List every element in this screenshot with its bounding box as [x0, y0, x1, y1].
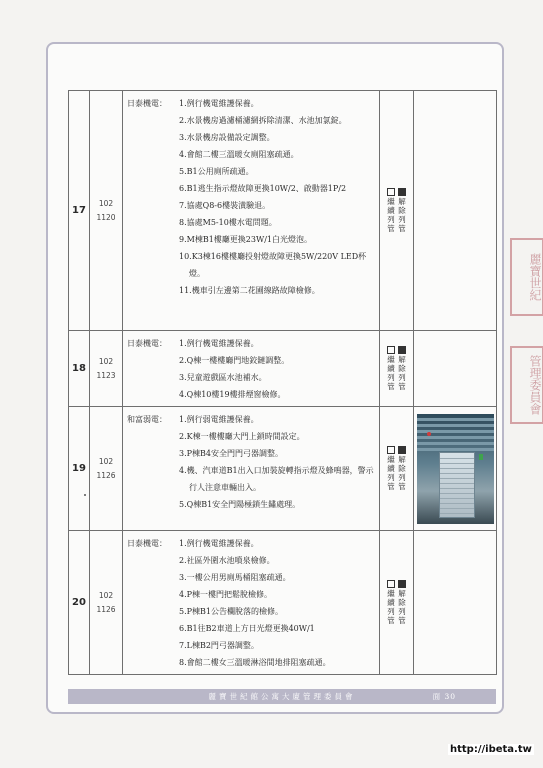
log-row [69, 91, 497, 331]
task-item: 4.Q棟10樓19樓排煙窗檢修。 [179, 390, 286, 399]
vendor-name: 日泰機電： [127, 339, 167, 348]
date-month-day: 1126 [96, 604, 116, 614]
release-tracking-option[interactable] [398, 580, 406, 625]
task-item: 9.M棟B1樓廳更換23W/1白光燈泡。 [179, 235, 312, 244]
vendor-group [127, 95, 377, 299]
row-number: 18 [69, 331, 90, 407]
date-month-day: 1126 [96, 470, 116, 480]
row-date [90, 531, 123, 675]
continue-tracking-label-char: 列 [387, 215, 395, 224]
photo-cell [414, 331, 497, 407]
watermark-url: http://ibeta.tw [450, 744, 532, 755]
task-list [179, 411, 377, 513]
task-list [179, 95, 377, 299]
release-tracking-label-char: 管 [398, 224, 406, 233]
release-tracking-label-char: 管 [398, 482, 406, 491]
continue-tracking-label-char: 列 [387, 473, 395, 482]
photo-cell [414, 407, 497, 531]
work-content [123, 531, 380, 675]
footer-title: 麗寶世紀館公寓大廈管理委員會 [208, 692, 356, 701]
continue-tracking-label-char: 續 [387, 598, 395, 607]
continue-tracking-label-char: 續 [387, 364, 395, 373]
release-tracking-label-char: 解 [398, 197, 406, 206]
release-tracking-label-char: 除 [398, 364, 406, 373]
continue-tracking-label-char: 繼 [387, 197, 395, 206]
log-row [69, 407, 497, 531]
task-item: 6.B1往B2車道上方日光燈更換40W/1 [179, 624, 315, 633]
release-tracking-label-char: 解 [398, 455, 406, 464]
continue-tracking-option[interactable] [387, 188, 395, 233]
row-number: 20 [69, 531, 90, 675]
task-item: 10.K3棟16樓樓廳投射燈故障更換5W/220V LED杯燈。 [179, 252, 367, 278]
task-item: 2.水景機房過濾桶濾網拆除清潔、水池加氯錠。 [179, 116, 347, 125]
date-month-day: 1120 [96, 212, 116, 222]
continue-tracking-checkbox[interactable] [387, 446, 395, 454]
release-tracking-label-char: 解 [398, 355, 406, 364]
release-tracking-label-char: 解 [398, 589, 406, 598]
release-tracking-label-char: 管 [398, 616, 406, 625]
vendor-name: 日泰機電： [127, 539, 167, 548]
continue-tracking-label-char: 繼 [387, 455, 395, 464]
task-item: 7.L棟B2門弓器調整。 [179, 641, 259, 650]
task-item: 1.例行機電維護保養。 [179, 339, 259, 348]
release-tracking-label-char: 列 [398, 215, 406, 224]
continue-tracking-option[interactable] [387, 446, 395, 491]
task-item: 5.P棟B1公告欄脫落的檢修。 [179, 607, 283, 616]
task-item: 3.P棟B4安全門門弓器調整。 [179, 449, 283, 458]
task-item: 7.協處Q8-6樓裝潢驗退。 [179, 201, 271, 210]
continue-tracking-label-char: 繼 [387, 355, 395, 364]
task-item: 4.P棟一樓門把鬆脫檢修。 [179, 590, 273, 599]
task-item: 5.Q棟B1安全門陽極鎖生鏽處理。 [179, 500, 301, 509]
release-tracking-option[interactable] [398, 188, 406, 233]
photo-cell [414, 531, 497, 675]
vendor-name: 日泰機電： [127, 99, 167, 108]
task-item: 3.一樓公用男廁馬桶阻塞疏通。 [179, 573, 291, 582]
vendor-group [127, 411, 377, 513]
row-date [90, 331, 123, 407]
continue-tracking-label-char: 繼 [387, 589, 395, 598]
release-tracking-option[interactable] [398, 346, 406, 391]
task-item: 2.Q棟一樓樓廳門地鉸鏈調整。 [179, 356, 290, 365]
date-year: 102 [98, 456, 114, 466]
task-item: 1.例行機電維護保養。 [179, 539, 259, 548]
release-tracking-label-char: 列 [398, 607, 406, 616]
task-list [179, 335, 377, 403]
status-cell [380, 91, 414, 331]
continue-tracking-label-char: 管 [387, 616, 395, 625]
release-tracking-label-char: 列 [398, 473, 406, 482]
row-date [90, 407, 123, 531]
task-item: 8.會館二樓女三溫暖淋浴間地排阻塞疏通。 [179, 658, 331, 667]
footer-bar [68, 689, 496, 704]
work-content [123, 331, 380, 407]
release-tracking-label-char: 除 [398, 464, 406, 473]
date-month-day: 1123 [96, 370, 116, 380]
release-tracking-checked-box[interactable] [398, 188, 406, 196]
release-tracking-label-char: 除 [398, 598, 406, 607]
date-year: 102 [98, 356, 114, 366]
release-tracking-option[interactable] [398, 446, 406, 491]
continue-tracking-checkbox[interactable] [387, 580, 395, 588]
release-tracking-checked-box[interactable] [398, 580, 406, 588]
status-cell [380, 531, 414, 675]
continue-tracking-label-char: 列 [387, 373, 395, 382]
continue-tracking-label-char: 管 [387, 482, 395, 491]
work-content [123, 91, 380, 331]
release-tracking-label-char: 管 [398, 382, 406, 391]
continue-tracking-checkbox[interactable] [387, 188, 395, 196]
continue-tracking-label-char: 管 [387, 224, 395, 233]
photo-cell [414, 91, 497, 331]
continue-tracking-label-char: 續 [387, 464, 395, 473]
task-item: 6.B1逃生指示燈故障更換10W/2、啟動器1P/2 [179, 184, 347, 193]
status-cell [380, 407, 414, 531]
log-row [69, 531, 497, 675]
continue-tracking-label-char: 管 [387, 382, 395, 391]
release-tracking-checked-box[interactable] [398, 446, 406, 454]
continue-tracking-label-char: 列 [387, 607, 395, 616]
margin-dot [84, 494, 86, 496]
task-item: 3.水景機房設備設定調整。 [179, 133, 275, 142]
task-item: 1.例行弱電維護保養。 [179, 415, 259, 424]
work-content [123, 407, 380, 531]
page-number: 面 30 [432, 692, 456, 701]
release-tracking-label-char: 列 [398, 373, 406, 382]
date-year: 102 [98, 198, 114, 208]
maintenance-log-table [68, 90, 497, 675]
continue-tracking-checkbox[interactable] [387, 346, 395, 354]
vendor-name: 和富弱電： [127, 415, 167, 424]
vendor-group [127, 335, 377, 403]
garage-entrance-photo [417, 414, 494, 524]
continue-tracking-option[interactable] [387, 580, 395, 625]
task-list [179, 535, 377, 671]
red-seal-stamp: 麗寶世紀 [510, 238, 543, 316]
task-item: 1.例行機電維護保養。 [179, 99, 259, 108]
task-item: 4.會館二樓三溫暖女廁阻塞疏通。 [179, 150, 299, 159]
vendor-group [127, 535, 377, 671]
task-item: 4.機、汽車道B1出入口加裝旋轉指示燈及蜂鳴器，警示行人注意車輛出入。 [179, 466, 374, 492]
status-cell [380, 331, 414, 407]
red-seal-stamp: 管理委員會 [510, 346, 543, 424]
task-item: 2.K棟一樓樓廳大門上鎖時間設定。 [179, 432, 305, 441]
task-item: 5.B1公用廁所疏通。 [179, 167, 254, 176]
task-item: 11.機車引左邊第二花圃線路故障檢修。 [179, 286, 320, 295]
date-year: 102 [98, 590, 114, 600]
release-tracking-checked-box[interactable] [398, 346, 406, 354]
task-item: 2.社區外圍水池噴泉檢修。 [179, 556, 275, 565]
release-tracking-label-char: 除 [398, 206, 406, 215]
task-item: 8.協處M5-10樓水電問題。 [179, 218, 277, 227]
log-row [69, 331, 497, 407]
continue-tracking-label-char: 續 [387, 206, 395, 215]
continue-tracking-option[interactable] [387, 346, 395, 391]
row-number: 19 [69, 407, 90, 531]
row-date [90, 91, 123, 331]
row-number: 17 [69, 91, 90, 331]
task-item: 3.兒童遊戲區水池補水。 [179, 373, 267, 382]
